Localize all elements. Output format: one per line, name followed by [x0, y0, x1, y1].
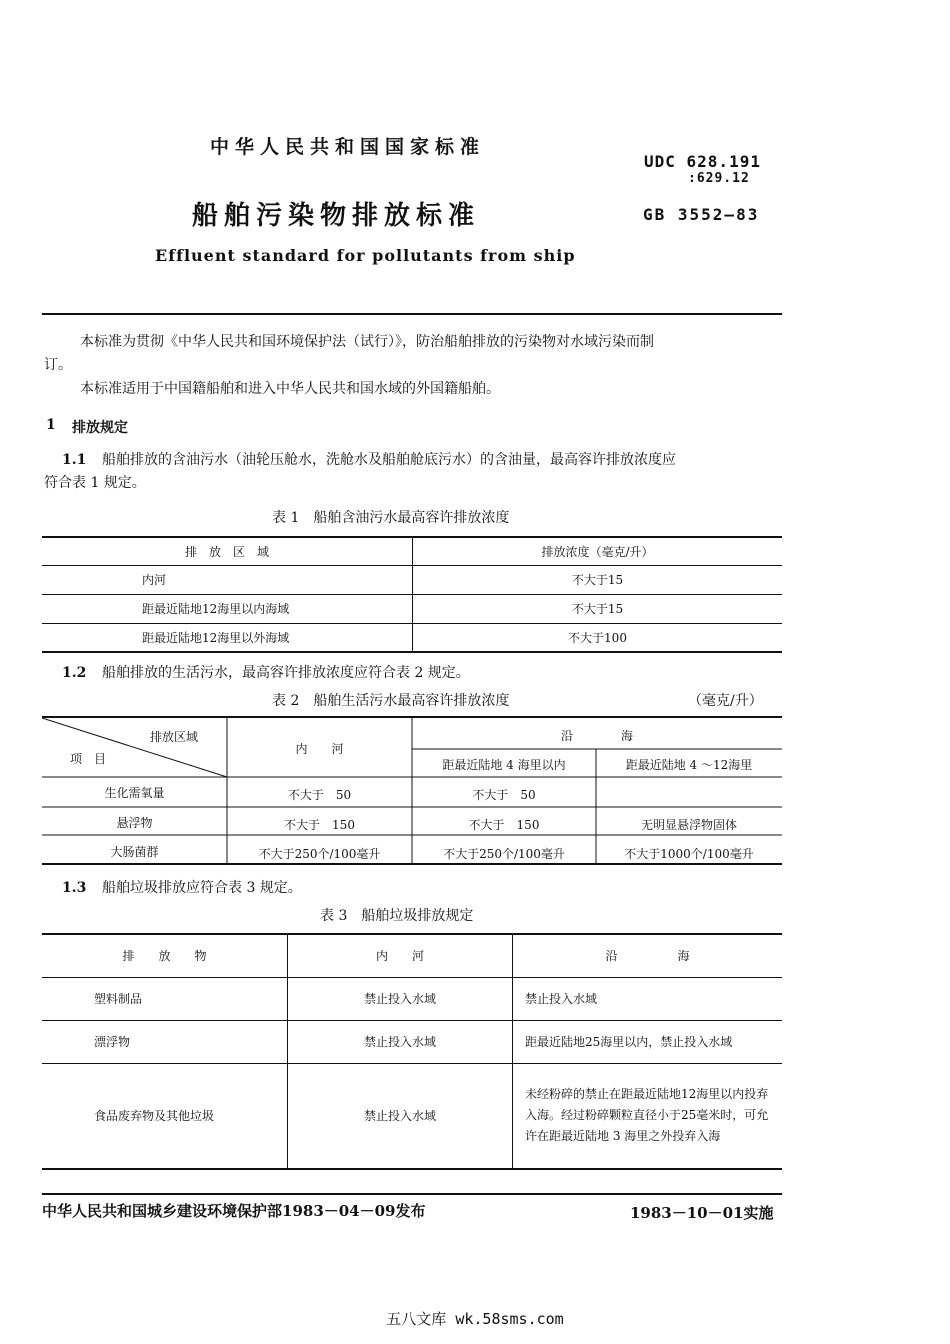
table-2-inland-header: 内 河	[295, 742, 344, 756]
udc-code-sub: :629.12	[688, 171, 750, 186]
table-2-coastal-1-value: 不大于250个/100毫升	[443, 847, 565, 861]
table-3-item: 食品废弃物及其他垃圾	[42, 1063, 288, 1169]
section-1-heading: 排放规定	[72, 420, 128, 436]
table-3-header-coastal: 沿 海	[513, 934, 783, 977]
table-2-diag-top: 排放区域	[150, 730, 199, 744]
table-1-row-value: 不大于15	[413, 594, 783, 623]
section-1-1-number: 1.1	[62, 452, 87, 468]
table-2-coastal-sub-2: 距最近陆地 4 ～12海里	[625, 758, 753, 772]
table-3-item: 塑料制品	[42, 977, 288, 1020]
table-3	[42, 933, 782, 1170]
table-1-row-area: 距最近陆地12海里以内海域	[42, 594, 413, 623]
table-3-header-inland: 内 河	[288, 934, 513, 977]
table-1-header-area: 排 放 区 域	[42, 537, 413, 565]
table-2-coastal-2-value: 无明显悬浮物固体	[640, 818, 737, 832]
table-2-inland-value: 不大于250个/100毫升	[258, 847, 381, 861]
table-2-item: 大肠菌群	[110, 845, 159, 859]
table-1-row-area: 内河	[42, 565, 413, 594]
table-2-coastal-1-value: 不大于 50	[472, 788, 536, 802]
gb-code: GB 3552—83	[643, 205, 760, 224]
table-1-header-concentration: 排放浓度（毫克/升）	[413, 537, 783, 565]
table-2-diagonal	[42, 718, 227, 777]
table-3-coastal-value: 禁止投入水域	[513, 977, 783, 1020]
section-1-number: 1	[46, 417, 56, 433]
document-title: 船舶污染物排放标准	[192, 201, 481, 231]
section-1-3-text: 船舶垃圾排放应符合表 3 规定。	[102, 880, 302, 896]
table-2-coastal-1-value: 不大于 150	[468, 818, 540, 832]
table-3-inland-value: 禁止投入水域	[288, 1063, 513, 1169]
intro-paragraph-1: 本标准为贯彻《中华人民共和国环境保护法（试行）》，防治船舶排放的污染物对水域污染而制	[80, 334, 654, 350]
table-2-coastal-sub-1: 距最近陆地 4 海里以内	[442, 758, 566, 772]
footer-divider	[42, 1193, 782, 1195]
table-2-coastal-header: 沿 海	[560, 729, 633, 743]
table-2-unit: （毫克/升）	[688, 693, 763, 709]
document-title-english: Effluent standard for pollutants from ship	[155, 246, 576, 265]
section-1-2-text: 船舶排放的生活污水，最高容许排放浓度应符合表 2 规定。	[102, 665, 470, 681]
table-1-row-value: 不大于15	[413, 565, 783, 594]
table-1-row-area: 距最近陆地12海里以外海域	[42, 623, 413, 652]
table-3-caption: 表 3 船舶垃圾排放规定	[320, 908, 474, 924]
section-1-1-text-cont: 符合表 1 规定。	[44, 475, 146, 491]
header-divider	[42, 313, 782, 315]
table-2	[42, 716, 782, 865]
table-3-header-item: 排 放 物	[42, 934, 288, 977]
udc-code: UDC 628.191	[644, 152, 761, 171]
section-1-1-text: 船舶排放的含油污水（油轮压舱水，洗舱水及船舶舱底污水）的含油量，最高容许排放浓度应	[102, 452, 676, 468]
table-1-row-value: 不大于100	[568, 630, 627, 645]
intro-paragraph-1-cont: 订。	[44, 357, 72, 373]
national-standard-label: 中华人民共和国国家标准	[210, 136, 486, 158]
table-2-inland-value: 不大于 50	[287, 788, 352, 802]
table-3-coastal-value: 距最近陆地25海里以内，禁止投入水域	[513, 1020, 783, 1063]
table-2-item: 悬浮物	[116, 816, 153, 830]
table-2-inland-value: 不大于 150	[284, 818, 355, 832]
table-3-coastal-value: 未经粉碎的禁止在距最近陆地12海里以内投弃入海。经过粉碎颗粒直径小于25毫米时，可允许在距最近陆地 3 海里之外投弃入海	[525, 1087, 769, 1144]
watermark: 五八文库 wk.58sms.com	[386, 1310, 564, 1328]
table-2-item: 生化需氧量	[104, 786, 165, 800]
table-2-diag-bottom: 项 目	[70, 752, 107, 766]
issued-line: 中华人民共和国城乡建设环境保护部1983－04－09发布	[42, 1202, 426, 1220]
table-2-caption: 表 2 船舶生活污水最高容许排放浓度	[272, 693, 510, 709]
table-1-caption: 表 1 船舶含油污水最高容许排放浓度	[272, 510, 510, 526]
table-3-item: 漂浮物	[42, 1020, 288, 1063]
section-1-3-number: 1.3	[62, 880, 87, 896]
intro-paragraph-2: 本标准适用于中国籍船舶和进入中华人民共和国水域的外国籍船舶。	[80, 381, 500, 397]
section-1-2-number: 1.2	[62, 665, 87, 681]
table-1	[42, 536, 782, 653]
effective-line: 1983－10－01实施	[630, 1204, 774, 1222]
table-2-coastal-2-value: 不大于1000个/100毫升	[624, 847, 754, 861]
table-3-inland-value: 禁止投入水域	[288, 977, 513, 1020]
table-3-inland-value: 禁止投入水域	[288, 1020, 513, 1063]
